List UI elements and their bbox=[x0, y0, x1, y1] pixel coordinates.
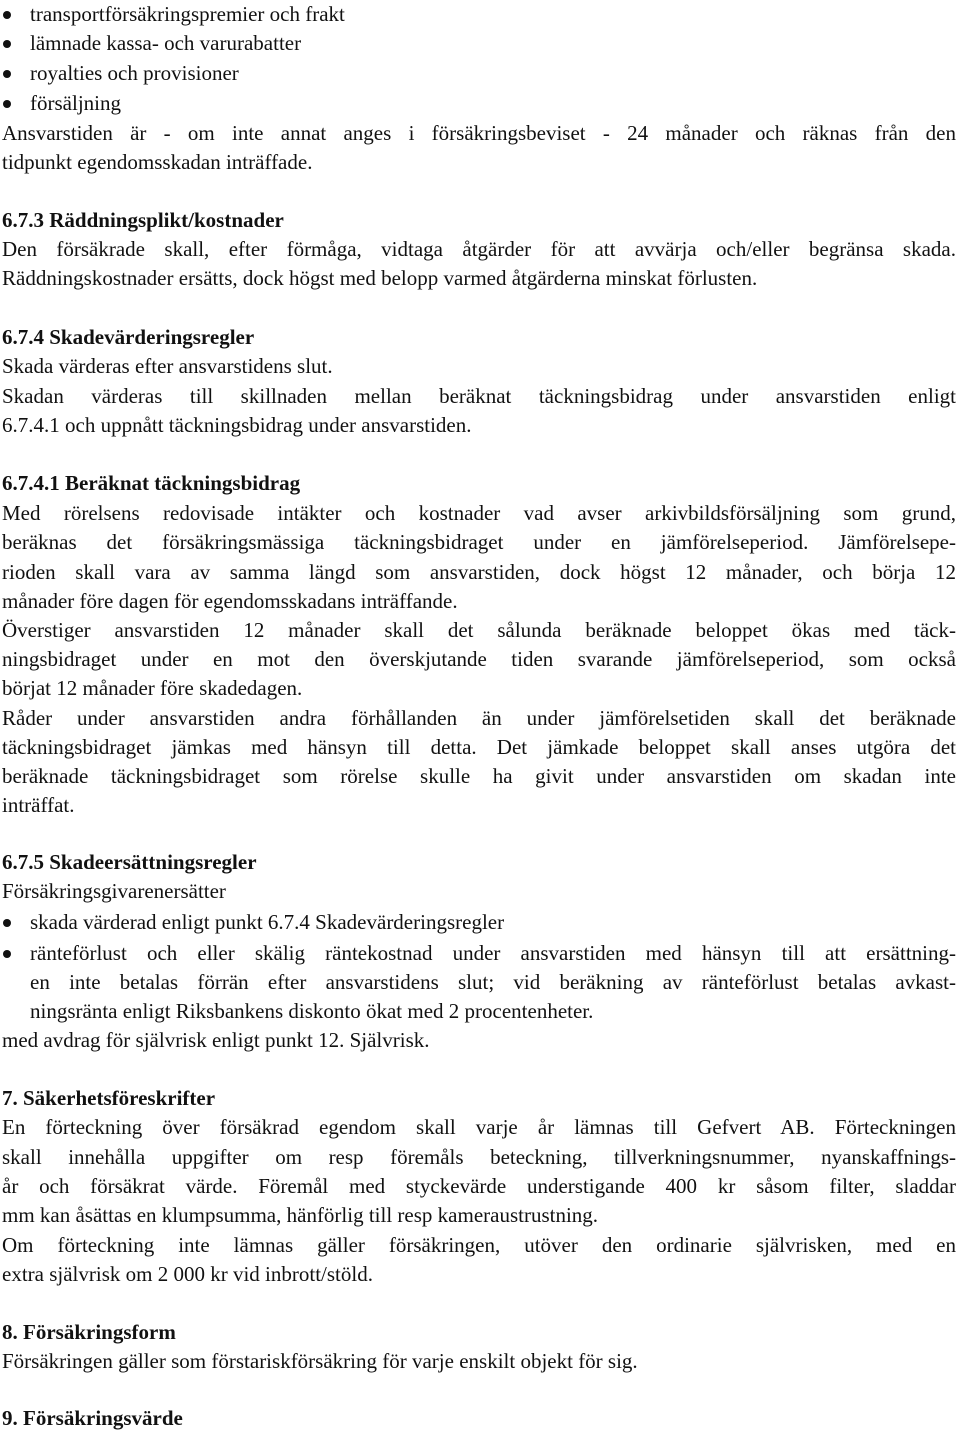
list-item-text: ränteförlust och eller skälig räntekostnad under ansvarstiden med hänsyn till att ersättning- bbox=[30, 941, 956, 965]
paragraph-line: mm kan åsättas en klumpsumma, hänförlig till resp kameraustrustning. bbox=[2, 1203, 599, 1227]
list-item-text: lämnade kassa- och varurabatter bbox=[30, 31, 302, 55]
bullet-icon bbox=[3, 100, 11, 108]
paragraph-line: Med rörelsens redovisade intäkter och kostnader vad avser arkivbildsförsäljning som grund, bbox=[2, 501, 956, 525]
paragraph-line: börjat 12 månader före skadedagen. bbox=[2, 676, 303, 700]
section-heading: 6.7.4 Skadevärderingsregler bbox=[2, 325, 255, 349]
section-heading: 9. Försäkringsvärde bbox=[2, 1406, 183, 1430]
paragraph-line: Räddningskostnader ersätts, dock högst med belopp varmed åtgärderna minskat förlusten. bbox=[2, 266, 758, 290]
section-heading: 6.7.4.1 Beräknat täckningsbidrag bbox=[2, 471, 301, 495]
bullet-icon bbox=[3, 70, 11, 78]
paragraph-line: 6.7.4.1 och uppnått täckningsbidrag under ansvarstiden. bbox=[2, 413, 472, 437]
paragraph-line: Skadan värderas till skillnaden mellan beräknat täckningsbidrag under ansvarstiden enligt bbox=[2, 384, 956, 408]
paragraph-line: beräknade täckningsbidraget som rörelse skulle ha givit under ansvarstiden om skadan inte bbox=[2, 764, 956, 788]
list-item-text: transportförsäkringspremier och frakt bbox=[30, 2, 345, 26]
paragraph-line: inträffat. bbox=[2, 793, 75, 817]
section-heading: 6.7.3 Räddningsplikt/kostnader bbox=[2, 208, 284, 232]
paragraph-line: Om förteckning inte lämnas gäller försäkringen, utöver den ordinarie självrisken, med en bbox=[2, 1233, 956, 1257]
section-heading: 6.7.5 Skadeersättningsregler bbox=[2, 850, 257, 874]
paragraph-line: skall innehålla uppgifter om resp föremåls beteckning, tillverkningsnummer, nyanskaffnings- bbox=[2, 1145, 956, 1169]
paragraph-line: Skada värderas efter ansvarstidens slut. bbox=[2, 354, 333, 378]
paragraph-line: med avdrag för självrisk enligt punkt 12. Självrisk. bbox=[2, 1028, 430, 1052]
list-item-text: en inte betalas förrän efter ansvarstidens slut; vid beräkning av ränteförlust betalas avkast- bbox=[30, 970, 956, 994]
paragraph-line: Försäkringen gäller som förstariskförsäkring för varje enskilt objekt för sig. bbox=[2, 1349, 638, 1373]
paragraph-line: Den försäkrade skall, efter förmåga, vidtaga åtgärder för att avvärja och/eller begränsa skada. bbox=[2, 237, 956, 261]
paragraph-line: beräknas det försäkringsmässiga täckningsbidraget under en jämförelseperiod. Jämförelsepe- bbox=[2, 530, 956, 554]
paragraph-line: rioden skall vara av samma längd som ansvarstiden, dock högst 12 månader, och börja 12 bbox=[2, 560, 956, 584]
list-item-text: försäljning bbox=[30, 91, 121, 115]
list-item-text: ningsränta enligt Riksbankens diskonto ökat med 2 procentenheter. bbox=[30, 999, 594, 1023]
list-item-text: royalties och provisioner bbox=[30, 61, 239, 85]
bullet-icon bbox=[3, 40, 11, 48]
paragraph-line: Överstiger ansvarstiden 12 månader skall det sålunda beräknade beloppet ökas med täck- bbox=[2, 618, 956, 642]
section-heading: 7. Säkerhetsföreskrifter bbox=[2, 1086, 216, 1110]
paragraph-line: täckningsbidraget jämkas med hänsyn till detta. Det jämkade beloppet skall anses utgöra det bbox=[2, 735, 956, 759]
paragraph-line: Ansvarstiden är - om inte annat anges i försäkringsbeviset - 24 månader och räknas från den bbox=[2, 121, 956, 145]
paragraph-line: tidpunkt egendomsskadan inträffade. bbox=[2, 150, 313, 174]
paragraph-line: månader före dagen för egendomsskadans inträffande. bbox=[2, 589, 458, 613]
paragraph-line: år och försäkrat värde. Föremål med styckevärde understigande 400 kr såsom filter, sladdar bbox=[2, 1174, 956, 1198]
bullet-icon bbox=[3, 950, 11, 958]
paragraph-line: extra självrisk om 2 000 kr vid inbrott/stöld. bbox=[2, 1262, 373, 1286]
list-item-text: skada värderad enligt punkt 6.7.4 Skadevärderingsregler bbox=[30, 910, 505, 934]
section-heading: 8. Försäkringsform bbox=[2, 1320, 176, 1344]
bullet-icon bbox=[3, 11, 11, 19]
paragraph-line: Råder under ansvarstiden andra förhållanden än under jämförelsetiden skall det beräknade bbox=[2, 706, 956, 730]
bullet-icon bbox=[3, 919, 11, 927]
paragraph-line: En förteckning över försäkrad egendom skall varje år lämnas till Gefvert AB. Förteckningen bbox=[2, 1115, 956, 1139]
paragraph-line: Försäkringsgivarenersätter bbox=[2, 879, 226, 903]
paragraph-line: ningsbidraget under en mot den överskjutande tiden svarande jämförelseperiod, som också bbox=[2, 647, 956, 671]
